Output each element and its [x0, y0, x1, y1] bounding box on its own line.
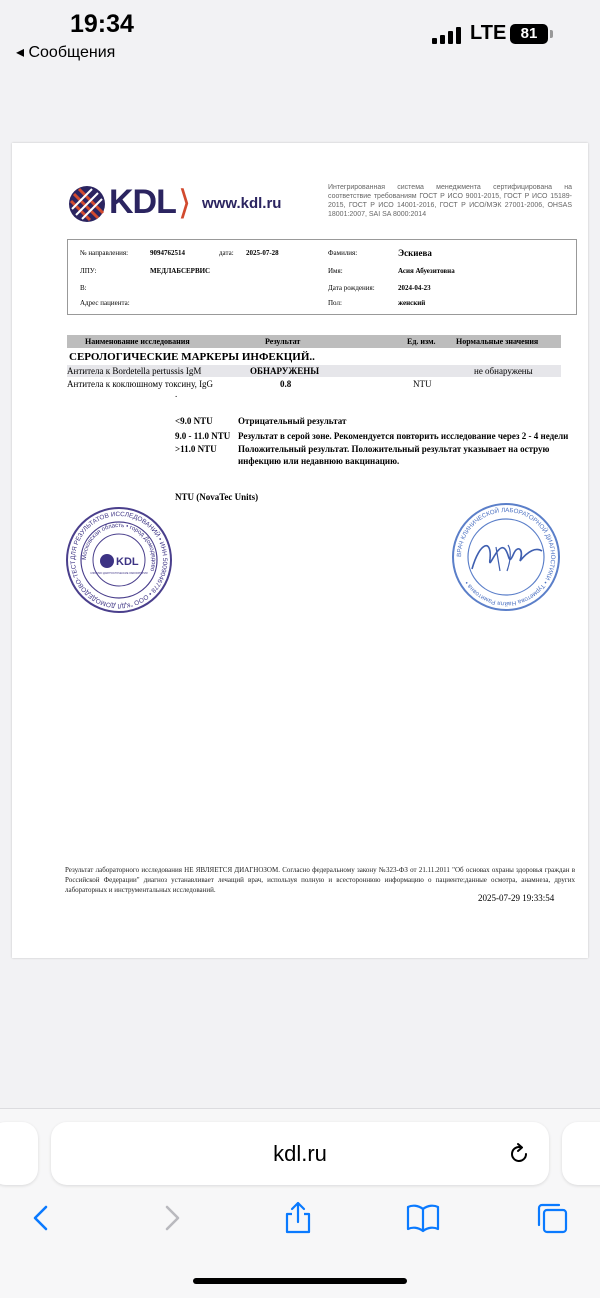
note-text: Положительный результат. Положительный результат указывает на острую инфекцию или недавнюю вакцинацию. [238, 444, 550, 466]
note-negative [175, 415, 575, 427]
kdl-logo-icon [68, 185, 106, 223]
referral-date: 2025-07-28 [246, 249, 279, 257]
clock: 19:34 [70, 10, 134, 38]
note-text: Результат в серой зоне. Рекомендуется повторить исследование через 2 - 4 недели [238, 431, 569, 441]
col-result: Результат [265, 337, 301, 346]
safari-toolbar [0, 1108, 600, 1298]
lpu-value: МЕДЛАБСЕРВИС [150, 267, 211, 275]
col-unit: Ед. изм. [407, 337, 436, 346]
doctor-signature-stamp [450, 501, 562, 613]
ntu-definition: NTU (NovaTec Units) [175, 492, 259, 502]
forward-chevron-icon[interactable] [155, 1201, 189, 1235]
tabs-icon[interactable] [535, 1201, 569, 1235]
svg-text:ВРАЧ КЛИНИЧЕСКОЙ ЛАБОРАТОРНОЙ [456, 507, 556, 607]
table-row [67, 378, 561, 390]
surname-value: Эскиева [398, 248, 432, 258]
date-label: дата: [219, 249, 234, 257]
note-positive [175, 443, 575, 467]
doctor-label: В: [80, 284, 87, 292]
sex-label: Пол: [328, 299, 342, 307]
col-norm: Нормальные значения [456, 337, 539, 346]
note-grey-zone [175, 430, 575, 442]
battery-tip [550, 30, 553, 38]
share-icon[interactable] [281, 1201, 315, 1235]
test-name: Антитела к коклюшному токсину, IgG [67, 379, 214, 389]
table-row [67, 365, 561, 377]
lab-report-page [12, 143, 588, 958]
battery-icon: 81 [510, 24, 548, 44]
back-chevron-icon[interactable] [24, 1201, 58, 1235]
network-type: LTE [470, 22, 507, 44]
kdl-logo-text: KDL [109, 183, 176, 221]
sex-value: женский [398, 299, 426, 307]
lab-seal-stamp [64, 505, 174, 615]
certification-text: Интегрированная система менеджмента сертифицирована на соответствие требованиям ГОСТ Р ИСО 9001-2015, ГОСТ Р ИСО 15189-2015, ГОСТ Р ИСО 14001-2016, ГОСТ Р ИСО/МЭК 27001-2006, OHSAS 18001:2007, SAI SA 8000:2014 [328, 184, 572, 218]
test-name: Антитела к Bordetella pertussis IgM [67, 366, 202, 376]
bookmarks-icon[interactable] [406, 1201, 440, 1235]
col-test-name: Наименование исследования [85, 337, 190, 346]
reload-icon[interactable] [506, 1141, 532, 1167]
reference-notes [175, 415, 575, 468]
report-timestamp: 2025-07-29 19:33:54 [478, 893, 555, 903]
logo-chevron-icon: ⟩ [178, 184, 192, 222]
home-indicator[interactable] [193, 1278, 407, 1284]
next-tab-card[interactable] [562, 1122, 600, 1185]
test-result: 0.8 [280, 379, 292, 389]
signal-icon [432, 26, 462, 44]
doctor-stamp-text: ВРАЧ КЛИНИЧЕСКОЙ ЛАБОРАТОРНОЙ ДИАГНОСТИКИ • Турметова Найля Рамитовна • [455, 506, 557, 608]
stamp-outer-text: ДЛЯ РЕЗУЛЬТАТОВ ИССЛЕДОВАНИЙ • ИНН 5009046778 • ООО "КДЛ ДОМОДЕДОВО-ТЕСТ [69, 510, 169, 610]
address-bar[interactable] [51, 1122, 549, 1185]
legal-disclaimer: Результат лабораторного исследования НЕ ЯВЛЯЕТСЯ ДИАГНОЗОМ. Согласно федеральному закону №323-ФЗ от 21.11.2011 "Об основах охраны здоровья граждан в Российской Федерации" диагноз устанавливает лечащий врач, используя полную и всестороннюю информацию о пациенте:данные осмотра, анамнеза, других лабораторных и инструментальных исследований. [65, 866, 575, 894]
status-bar [0, 0, 600, 66]
surname-label: Фамилия: [328, 249, 358, 257]
referral-number: 9094762514 [150, 249, 185, 257]
test-norm: не обнаружены [474, 366, 533, 376]
back-to-messages-link[interactable]: ◂ Сообщения [16, 44, 116, 61]
note-key: 9.0 - 11.0 NTU [175, 431, 231, 441]
name-label: Имя: [328, 267, 343, 275]
dob-value: 2024-04-23 [398, 284, 431, 292]
dob-label: Дата рождения: [328, 284, 375, 292]
stamp-inner-text: Московская область • город Домодедово [81, 522, 157, 572]
patient-info-box [67, 239, 577, 315]
address-text[interactable]: kdl.ru [273, 1141, 327, 1166]
note-key: >11.0 NTU [175, 444, 217, 454]
name-value: Асия Абуезитовна [398, 267, 455, 275]
previous-tab-card[interactable] [0, 1122, 38, 1185]
lpu-label: ЛПУ: [80, 267, 97, 275]
results-table-header [67, 335, 561, 348]
header-url[interactable]: www.kdl.ru [202, 195, 282, 212]
test-unit: NTU [413, 379, 432, 389]
stamp-sub-text: КЛИНИКО ДИАГНОСТИЧЕСКИЕ ЛАБОРАТОРИИ [90, 572, 148, 575]
separator-dot: . [175, 389, 178, 399]
referral-label: № направления: [80, 249, 129, 257]
note-key: <9.0 NTU [175, 416, 213, 426]
address-label: Адрес пациента: [80, 299, 130, 307]
section-title: СЕРОЛОГИЧЕСКИЕ МАРКЕРЫ ИНФЕКЦИЙ.. [69, 351, 315, 363]
stamp-logo-text: KDL [116, 556, 139, 568]
note-text: Отрицательный результат [238, 416, 347, 426]
test-result: ОБНАРУЖЕНЫ [250, 366, 320, 376]
